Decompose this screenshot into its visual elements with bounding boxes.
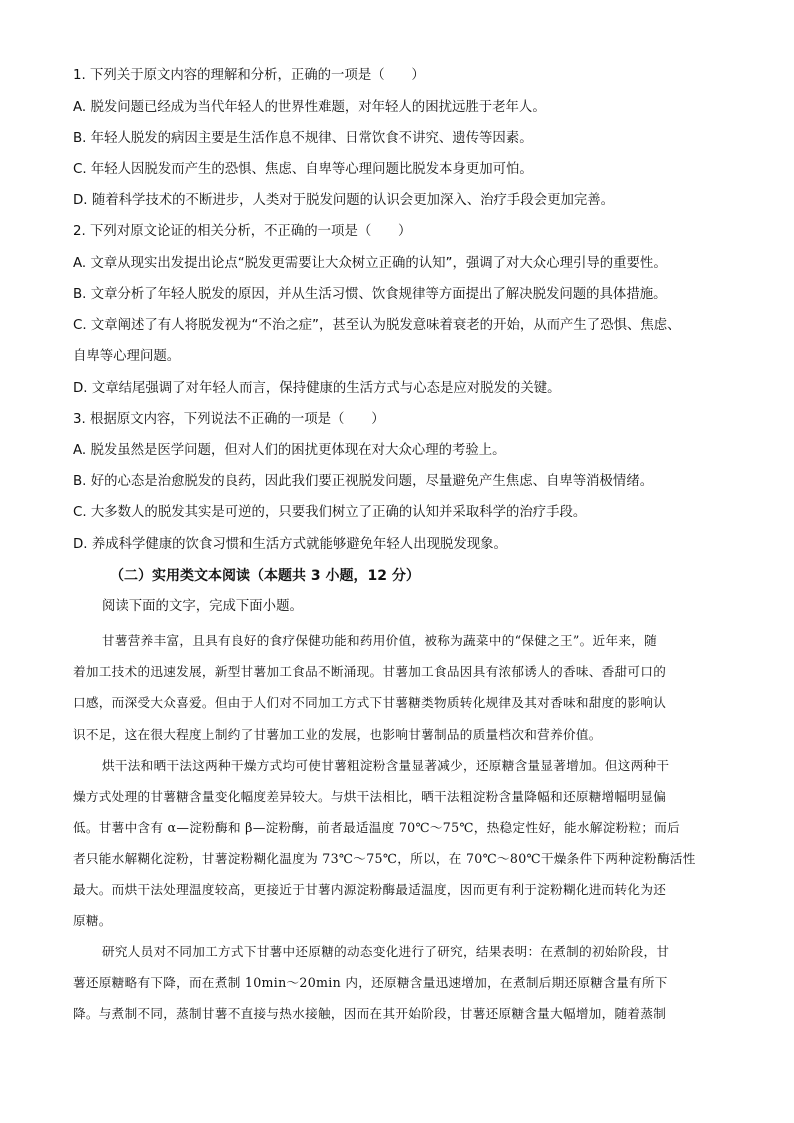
passage-line: 研究人员对不同加工方式下甘薯中还原糖的动态变化进行了研究，结果表明：在煮制的初始阶段，甘 xyxy=(102,944,670,959)
section-instruction: 阅读下面的文字，完成下面小题。 xyxy=(102,599,303,614)
question-3-option-a: A. 脱发虽然是医学问题，但对人们的困扰更体现在对大众心理的考验上。 xyxy=(73,443,506,458)
question-1-option-b: B. 年轻人脱发的病因主要是生活作息不规律、日常饮食不讲究、遗传等因素。 xyxy=(73,131,533,146)
section-heading: （二）实用类文本阅读（本题共 3 小题，12 分） xyxy=(110,568,420,584)
question-2-option-c: C. 文章阐述了有人将脱发视为“不治之症”，甚至认为脱发意味着衰老的开始，从而产生了恐惧、焦虑、 xyxy=(73,318,681,333)
passage-line: 最大。而烘干法处理温度较高，更接近于甘薯内源淀粉酶最适温度，因而更有利于淀粉糊化进而转化为还 xyxy=(73,882,667,897)
question-2-option-b: B. 文章分析了年轻人脱发的原因，并从生活习惯、饮食规律等方面提出了解决脱发问题的具体措施。 xyxy=(73,287,667,302)
passage-line: 甘薯营养丰富，且具有良好的食疗保健功能和药用价值，被称为蔬菜中的“保健之王”。近年来，随 xyxy=(102,633,658,648)
question-2-option-d: D. 文章结尾强调了对年轻人而言，保持健康的生活方式与心态是应对脱发的关键。 xyxy=(73,381,561,396)
question-1-option-c: C. 年轻人因脱发而产生的恐惧、焦虑、自卑等心理问题比脱发本身更加可怕。 xyxy=(73,162,533,177)
question-2-option-c-continued: 自卑等心理问题。 xyxy=(73,349,181,364)
question-1-option-a: A. 脱发问题已经成为当代年轻人的世界性难题，对年轻人的困扰远胜于老年人。 xyxy=(73,100,546,115)
question-1-stem: 1. 下列关于原文内容的理解和分析，正确的一项是（ ） xyxy=(73,68,425,83)
passage-line: 烘干法和晒干法这两种干燥方式均可使甘薯粗淀粉含量显著减少，还原糖含量显著增加。但这两种干 xyxy=(102,758,670,773)
question-3-stem: 3. 根据原文内容，下列说法不正确的一项是（ ） xyxy=(73,412,385,427)
passage-line: 燥方式处理的甘薯糖含量变化幅度差异较大。与烘干法相比，晒干法粗淀粉含量降幅和还原糖增幅明显偏 xyxy=(73,789,667,804)
question-2-stem: 2. 下列对原文论证的相关分析，不正确的一项是（ ） xyxy=(73,224,412,239)
question-3-option-c: C. 大多数人的脱发其实是可逆的，只要我们树立了正确的认知并采取科学的治疗手段。 xyxy=(73,505,587,520)
question-3-option-b: B. 好的心态是治愈脱发的良药，因此我们要正视脱发问题，尽量避免产生焦虑、自卑等消极情绪。 xyxy=(73,474,654,489)
passage-line: 薯还原糖略有下降，而在煮制 10min～20min 内，还原糖含量迅速增加，在煮制后期还原糖含量有所下 xyxy=(73,975,668,990)
passage-line: 降。与煮制不同，蒸制甘薯不直接与热水接触，因而在其开始阶段，甘薯还原糖含量大幅增加，随着蒸制 xyxy=(73,1006,667,1021)
passage-line: 口感，而深受大众喜爱。但由于人们对不同加工方式下甘薯糖类物质转化规律及其对香味和甜度的影响认 xyxy=(73,695,667,710)
passage-line: 识不足，这在很大程度上制约了甘薯加工业的发展，也影响甘薯制品的质量档次和营养价值。 xyxy=(73,727,602,742)
passage-line: 着加工技术的迅速发展，新型甘薯加工食品不断涌现。甘薯加工食品因具有浓郁诱人的香味、香甜可口的 xyxy=(73,664,667,679)
question-1-option-d: D. 随着科学技术的不断进步，人类对于脱发问题的认识会更加深入、治疗手段会更加完善。 xyxy=(73,193,615,208)
passage-line: 原糖。 xyxy=(73,913,112,928)
passage-line: 低。甘薯中含有 α—淀粉酶和 β—淀粉酶，前者最适温度 70℃～75℃，热稳定性好，能水解淀粉粒；而后 xyxy=(73,820,681,835)
question-2-option-a: A. 文章从现实出发提出论点“脱发更需要让大众树立正确的认知”，强调了对大众心理引导的重要性。 xyxy=(73,256,667,271)
question-3-option-d: D. 养成科学健康的饮食习惯和生活方式就能够避免年轻人出现脱发现象。 xyxy=(73,537,507,552)
passage-line: 者只能水解糊化淀粉，甘薯淀粉糊化温度为 73℃～75℃，所以，在 70℃～80℃干燥条件下两种淀粉酶活性 xyxy=(73,851,696,866)
